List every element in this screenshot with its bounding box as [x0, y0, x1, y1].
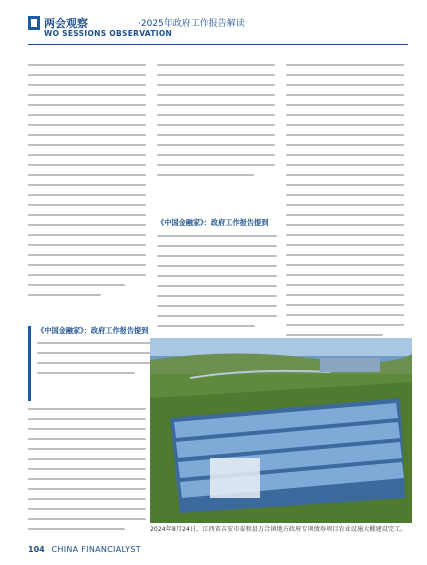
page-number: 104 [28, 545, 45, 554]
column-3-upper [286, 64, 404, 344]
section-title: 两会观察 [44, 17, 88, 30]
qa-box-2-title: 《中国金融家》：政府工作报告提到 [157, 218, 269, 227]
greenhouse-aerial-photo [150, 338, 412, 523]
qa-box-1 [28, 326, 156, 401]
section-subtitle: ·2025年政府工作报告解读 [138, 19, 245, 29]
header-divider [28, 44, 408, 45]
column-1-lower-text [28, 408, 146, 530]
qa-box-2 [157, 218, 277, 335]
page-header [28, 14, 408, 54]
section-title-en: WO SESSIONS OBSERVATION [44, 29, 173, 38]
column-3-upper-text [286, 64, 404, 336]
column-2-upper [157, 64, 275, 184]
qa-box-1-title: 《中国金融家》：政府工作报告提到 [37, 326, 149, 335]
greenhouse-aerial-illustration [150, 338, 412, 523]
section-logo-icon [28, 16, 40, 30]
column-2-upper-text [157, 64, 275, 176]
column-1-upper [28, 64, 146, 304]
column-1-upper-text [28, 64, 146, 296]
photo-caption: 2024年8月24日，江西省吉安市泰和县万合镇地方政府专项债券项目农业设施大棚建设完工。 [150, 526, 407, 533]
column-1-lower [28, 408, 146, 538]
publication-name: CHINA FINANCIALYST [51, 545, 141, 554]
page-footer [28, 545, 141, 554]
